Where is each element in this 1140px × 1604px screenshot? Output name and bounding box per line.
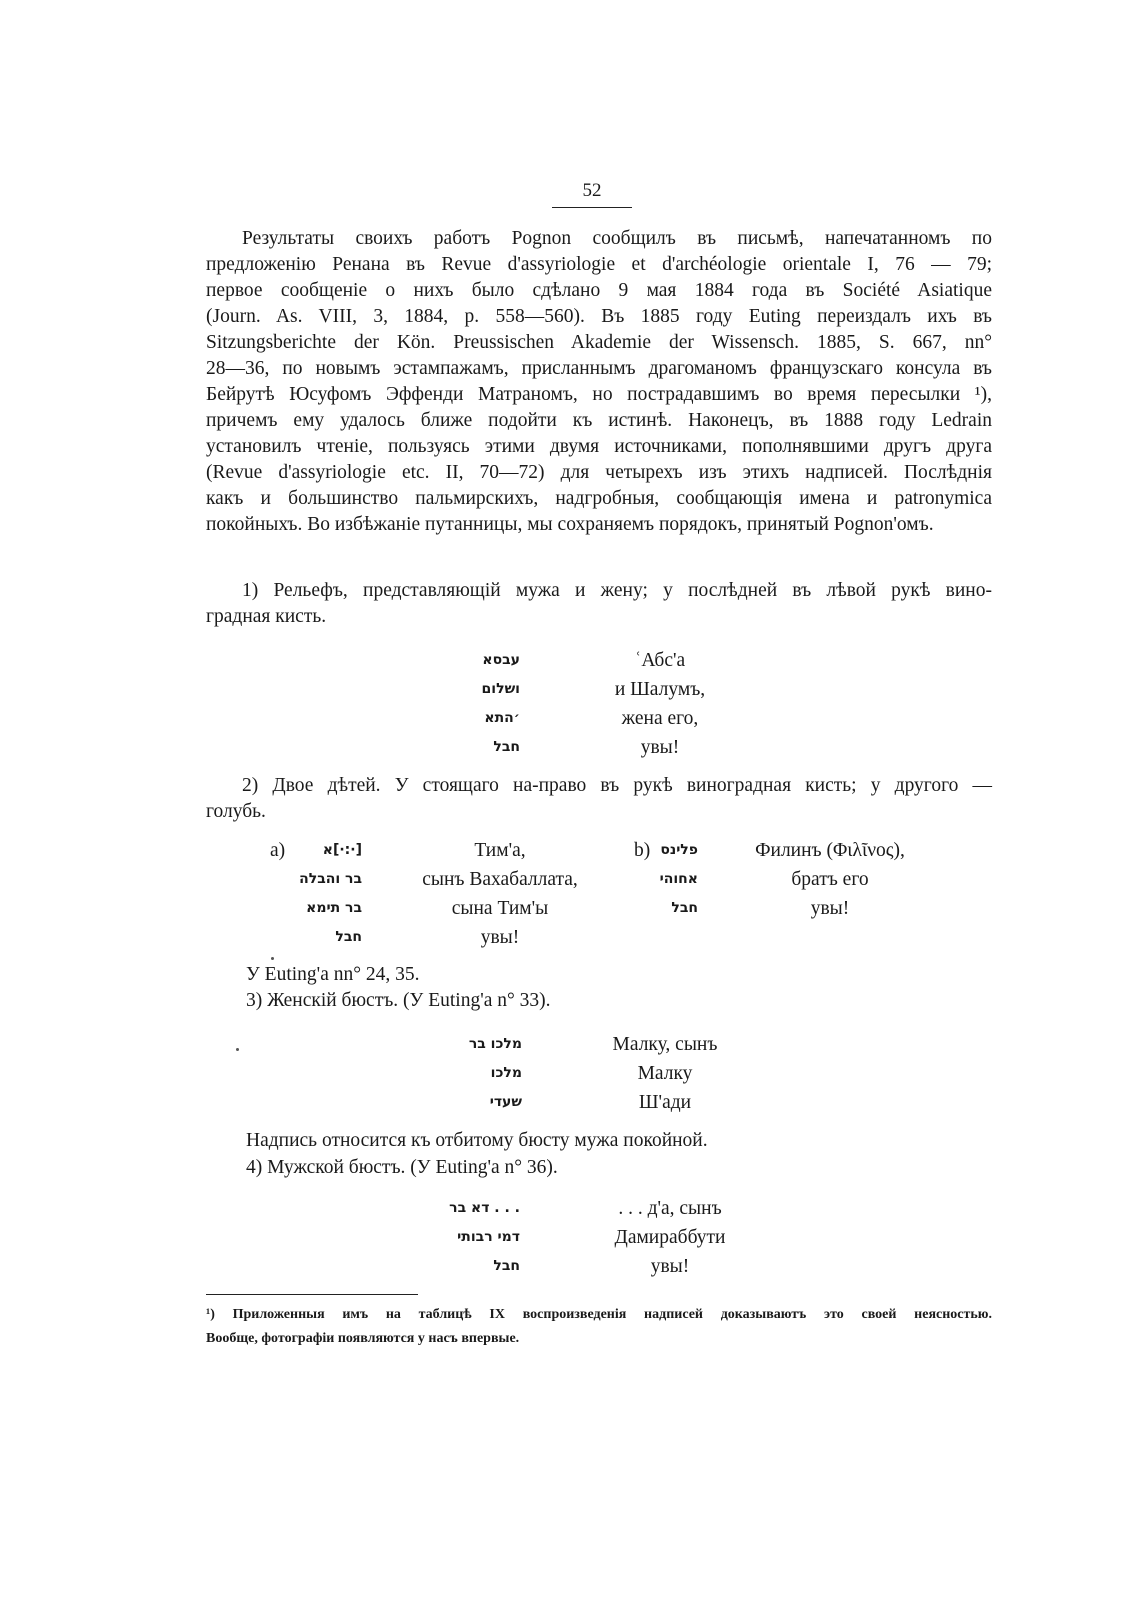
- hebrew-line: ושלום: [481, 681, 520, 697]
- intro-line: установилъ чтеніе, пользуясь этими двумя источниками, пополнявшими другъ друга: [206, 436, 992, 457]
- russian-line: увы!: [640, 737, 680, 758]
- hebrew-line: פלינס: [660, 842, 698, 858]
- page-number-rule: [552, 207, 632, 208]
- russian-line: братъ его: [791, 869, 869, 890]
- russian-line: и Шалумъ,: [614, 679, 706, 700]
- item1-russian: [585, 646, 735, 762]
- intro-line: (Revue d'assyriologie etc. II, 70—72) для четырехъ изъ этихъ надписей. Послѣднія: [206, 462, 992, 483]
- hebrew-line: דמי רבותי: [457, 1229, 520, 1245]
- footnote: [206, 1303, 992, 1351]
- item1-line: градная кисть.: [206, 606, 327, 627]
- russian-line: Дамираббути: [614, 1227, 726, 1248]
- russian-line: жена его,: [621, 708, 699, 729]
- item3-russian: [590, 1030, 740, 1117]
- footnote-rule: [206, 1294, 418, 1295]
- hebrew-line: חבל: [493, 739, 520, 755]
- intro-line: покойныхъ. Во избѣжаніе путанницы, мы сохраняемъ порядокъ, принятый Pognon'омъ.: [206, 514, 934, 535]
- item2b-russian: [740, 836, 920, 923]
- russian-line: Ш'ади: [638, 1092, 692, 1113]
- intro-line: первое сообщеніе о нихъ было сдѣлано 9 мая 1884 года въ Société Asiatique: [206, 280, 992, 301]
- intro-line: предложенію Ренана въ Revue d'assyriologie et d'archéologie orientale I, 76 — 79;: [206, 254, 992, 275]
- russian-line: . . . д'а, сынъ: [618, 1198, 722, 1219]
- intro-line: какъ и большинство пальмирскихъ, надгробныя, сообщающія имена и patronymica: [206, 488, 992, 509]
- hebrew-line: בר והבלה: [299, 871, 362, 887]
- russian-line: Малку, сынъ: [612, 1034, 718, 1055]
- intro-line: 28—36, по новымъ эстампажамъ, присланнымъ драгоманомъ французскаго консула въ: [206, 358, 992, 379]
- hebrew-line: [·:·]א: [322, 842, 362, 858]
- page-number: 52: [582, 180, 602, 201]
- intro-line: Бейрутѣ Юсуфомъ Эффенди Матраномъ, но пострадавшимъ во время пересылки ¹),: [206, 384, 992, 405]
- russian-line: увы!: [650, 1256, 690, 1277]
- russian-line: сынъ Вахабаллата,: [422, 869, 578, 890]
- intro-line: причемъ ему удалось ближе подойти къ истинѣ. Наконецъ, въ 1888 году Ledrain: [206, 410, 992, 431]
- russian-line: Малку: [637, 1063, 693, 1084]
- footnote-line: ¹) Приложенныя имъ на таблицѣ IX воспроизведенія надписей доказываютъ это своей неясностью.: [206, 1307, 992, 1322]
- intro-paragraph: [206, 226, 992, 538]
- item2-line: 2) Двое дѣтей. У стоящаго на-право въ рукѣ виноградная кисть; у другого —: [242, 775, 992, 796]
- intro-line: Sitzungsberichte der Kön. Preussischen Akademie der Wissensch. 1885, S. 667, nn°: [206, 332, 992, 353]
- hebrew-line: חבל: [671, 900, 698, 916]
- item3-heading: 3) Женскій бюстъ. (У Euting'a n° 33).: [246, 990, 551, 1011]
- hebrew-line: מלכו בר: [468, 1036, 522, 1052]
- hebrew-line: . . . דא בר: [449, 1200, 520, 1216]
- russian-line: увы!: [810, 898, 850, 919]
- item1-heading: [206, 578, 992, 630]
- russian-line: сына Тим'ы: [451, 898, 549, 919]
- item2b-hebrew: [640, 836, 698, 923]
- item2b-label: b): [634, 840, 651, 861]
- intro-line: (Journ. As. VIII, 3, 1884, p. 558—560). Въ 1885 году Euting переиздалъ ихъ въ: [206, 306, 992, 327]
- item3-hebrew: [430, 1030, 522, 1117]
- hebrew-line: בר תימא: [306, 900, 362, 916]
- stray-mark: [271, 957, 274, 960]
- russian-line: Тим'а,: [474, 840, 526, 861]
- item2a-hebrew: [280, 836, 362, 952]
- intro-line: Результаты своихъ работъ Pognon сообщилъ въ письмѣ, напечатанномъ по: [242, 228, 992, 249]
- item2-line: голубь.: [206, 801, 266, 822]
- item3-note: Надпись относится къ отбитому бюсту мужа покойной.: [246, 1130, 708, 1151]
- item4-heading: 4) Мужской бюстъ. (У Euting'a n° 36).: [246, 1157, 558, 1178]
- hebrew-line: עבסא: [482, 652, 520, 668]
- hebrew-line: שעדי: [489, 1094, 522, 1110]
- item2a-russian: [405, 836, 595, 952]
- footnote-line: Вообще, фотографіи появляются у насъ впервые.: [206, 1331, 520, 1346]
- russian-line: Филинъ (Φιλῖνος),: [755, 840, 905, 861]
- hebrew-line: חבל: [493, 1258, 520, 1274]
- item4-hebrew: [420, 1194, 520, 1281]
- russian-line: ʿАбс'а: [634, 650, 686, 671]
- russian-line: увы!: [480, 927, 520, 948]
- hebrew-line: מלכו: [490, 1065, 522, 1081]
- hebrew-line: אחוהי: [659, 871, 698, 887]
- item2-note: У Euting'a nn° 24, 35.: [246, 964, 420, 985]
- stray-mark: [236, 1048, 239, 1051]
- hebrew-line: ׳התא: [484, 710, 520, 726]
- item2-heading: [206, 773, 992, 825]
- item4-russian: [595, 1194, 745, 1281]
- item1-hebrew: [440, 646, 520, 762]
- hebrew-line: חבל: [335, 929, 362, 945]
- item1-line: 1) Рельефъ, представляющій мужа и жену; у послѣдней въ лѣвой рукѣ вино-: [242, 580, 992, 601]
- item2a-label: a): [270, 840, 286, 861]
